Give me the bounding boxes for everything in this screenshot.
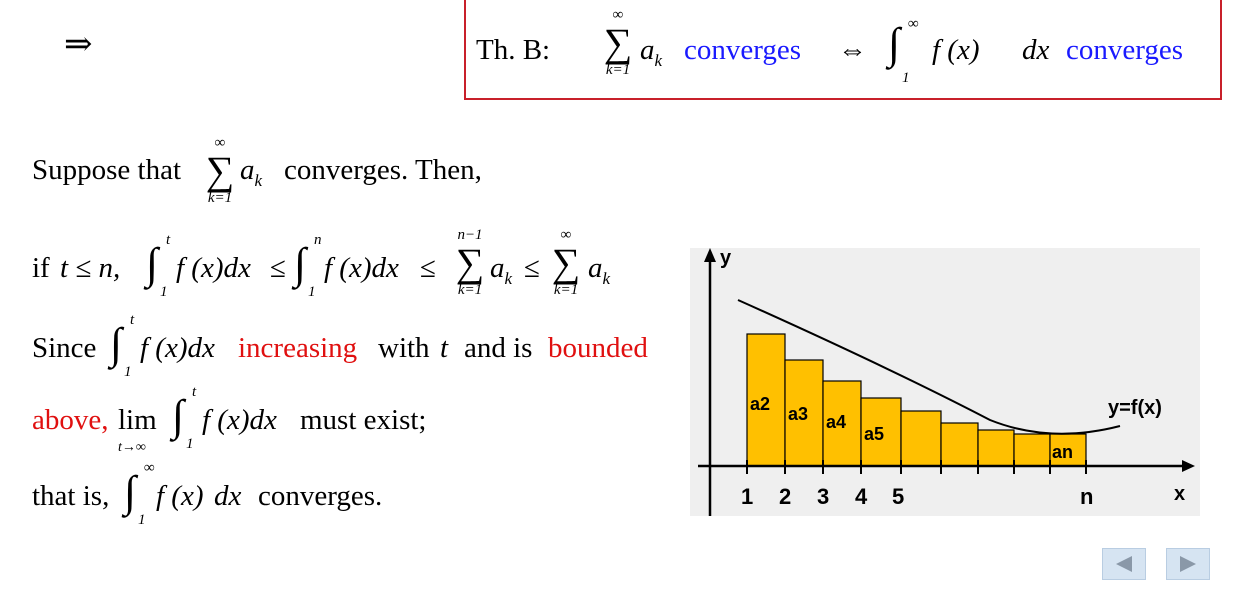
proof-line2-term2: $a_k$ bbox=[588, 252, 611, 288]
proof-line5-int: ∫ bbox=[124, 467, 137, 516]
tick-label-n: n bbox=[1080, 484, 1094, 509]
proof-line5-suffix: converges. bbox=[258, 480, 383, 512]
proof-line4-int: ∫ bbox=[172, 391, 185, 440]
proof-line4-lim-sub: t→∞ bbox=[118, 440, 146, 455]
bar-label-a2: a2 bbox=[750, 394, 771, 414]
y-label: y bbox=[720, 248, 732, 269]
proof-line2-term1: $a_k$ bbox=[490, 252, 513, 288]
proof-line2-sum2: ∞ ∑ k=1 bbox=[551, 227, 581, 298]
proof-line1-term: $a_k$ bbox=[240, 154, 263, 190]
proof-line2-cond: t ≤ n, bbox=[60, 252, 121, 284]
theorem-iff: ⇔ bbox=[838, 34, 867, 66]
theorem-dx: dx bbox=[1022, 34, 1050, 66]
x-axis-arrow bbox=[1182, 460, 1195, 472]
proof-line4-f: f (x)dx bbox=[202, 404, 277, 436]
proof-line2-le1: ≤ bbox=[270, 252, 286, 284]
proof-line2-f2: f (x)dx bbox=[324, 252, 399, 284]
proof-line2-f1: f (x)dx bbox=[176, 252, 251, 284]
prev-slide-button[interactable] bbox=[1102, 548, 1146, 580]
theorem-term: $a_k$ bbox=[640, 34, 663, 70]
tick-label-5: 5 bbox=[892, 484, 905, 509]
tick-label-3: 3 bbox=[817, 484, 830, 509]
proof-line1-sum: ∞ ∑ k=1 bbox=[205, 135, 235, 206]
x-label: x bbox=[1174, 483, 1186, 505]
tick-label-1: 1 bbox=[741, 484, 754, 509]
bar-9 bbox=[1014, 434, 1050, 466]
proof-line3-bounded: bounded bbox=[548, 332, 648, 364]
proof-line2-int1: ∫ bbox=[146, 239, 159, 288]
bar-label-a4: a4 bbox=[826, 412, 847, 432]
tick-label-4: 4 bbox=[855, 484, 868, 509]
riemann-graph-svg bbox=[690, 248, 1200, 516]
proof-line5-prefix: that is, bbox=[32, 480, 110, 512]
proof-line3-since: Since bbox=[32, 332, 97, 364]
theorem-converges-2: converges bbox=[1066, 34, 1184, 66]
proof-line2-le2: ≤ bbox=[420, 252, 436, 284]
triangle-left-icon bbox=[1114, 555, 1134, 573]
next-slide-button[interactable] bbox=[1166, 548, 1210, 580]
y-axis-arrow bbox=[704, 248, 716, 262]
proof-line4-suffix: must exist; bbox=[300, 404, 427, 436]
proof-line3-int: ∫ bbox=[110, 319, 123, 368]
triangle-right-icon bbox=[1178, 555, 1198, 573]
theorem-integrand: f (x) bbox=[932, 34, 980, 66]
proof-line3-with: with bbox=[378, 332, 430, 364]
proof-line1-suffix: converges. Then, bbox=[284, 154, 482, 186]
proof-line2-sum1: n−1 ∑ k=1 bbox=[455, 227, 485, 298]
proof-line3-increasing: increasing bbox=[238, 332, 358, 364]
theorem-converges-1: converges bbox=[684, 34, 802, 66]
proof-line5-f: f (x) bbox=[156, 480, 204, 512]
proof-line2-if: if bbox=[32, 252, 50, 284]
curve-label: y=f(x) bbox=[1108, 397, 1162, 419]
proof-line3-t: t bbox=[440, 332, 449, 364]
bar-label-an: an bbox=[1052, 442, 1074, 462]
bar-label-a3: a3 bbox=[788, 404, 809, 424]
implies-arrow: ⇒ bbox=[64, 26, 93, 63]
theorem-int-upper: ∞ bbox=[908, 16, 919, 32]
bar-6 bbox=[901, 411, 941, 466]
proof-line1-prefix: Suppose that bbox=[32, 154, 182, 186]
proof-line2-le3: ≤ bbox=[524, 252, 540, 284]
bar-label-a5: a5 bbox=[864, 424, 885, 444]
proof-line3-f: f (x)dx bbox=[140, 332, 215, 364]
proof-line4-above: above, bbox=[32, 404, 109, 436]
theorem-sum: ∞ ∑ k=1 bbox=[603, 7, 633, 78]
tick-label-2: 2 bbox=[779, 484, 792, 509]
proof-line5-dx: dx bbox=[214, 480, 242, 512]
proof-line2-int2: ∫ bbox=[294, 239, 307, 288]
proof-line3-and: and is bbox=[464, 332, 533, 364]
theorem-integral-sign: ∫ bbox=[888, 19, 901, 68]
theorem-label: Th. B: bbox=[476, 34, 551, 66]
bar-8 bbox=[978, 430, 1014, 466]
theorem-int-lower: 1 bbox=[902, 70, 910, 86]
riemann-graph bbox=[690, 248, 1200, 516]
bar-7 bbox=[941, 423, 978, 466]
proof-line4-lim: lim bbox=[118, 404, 157, 436]
